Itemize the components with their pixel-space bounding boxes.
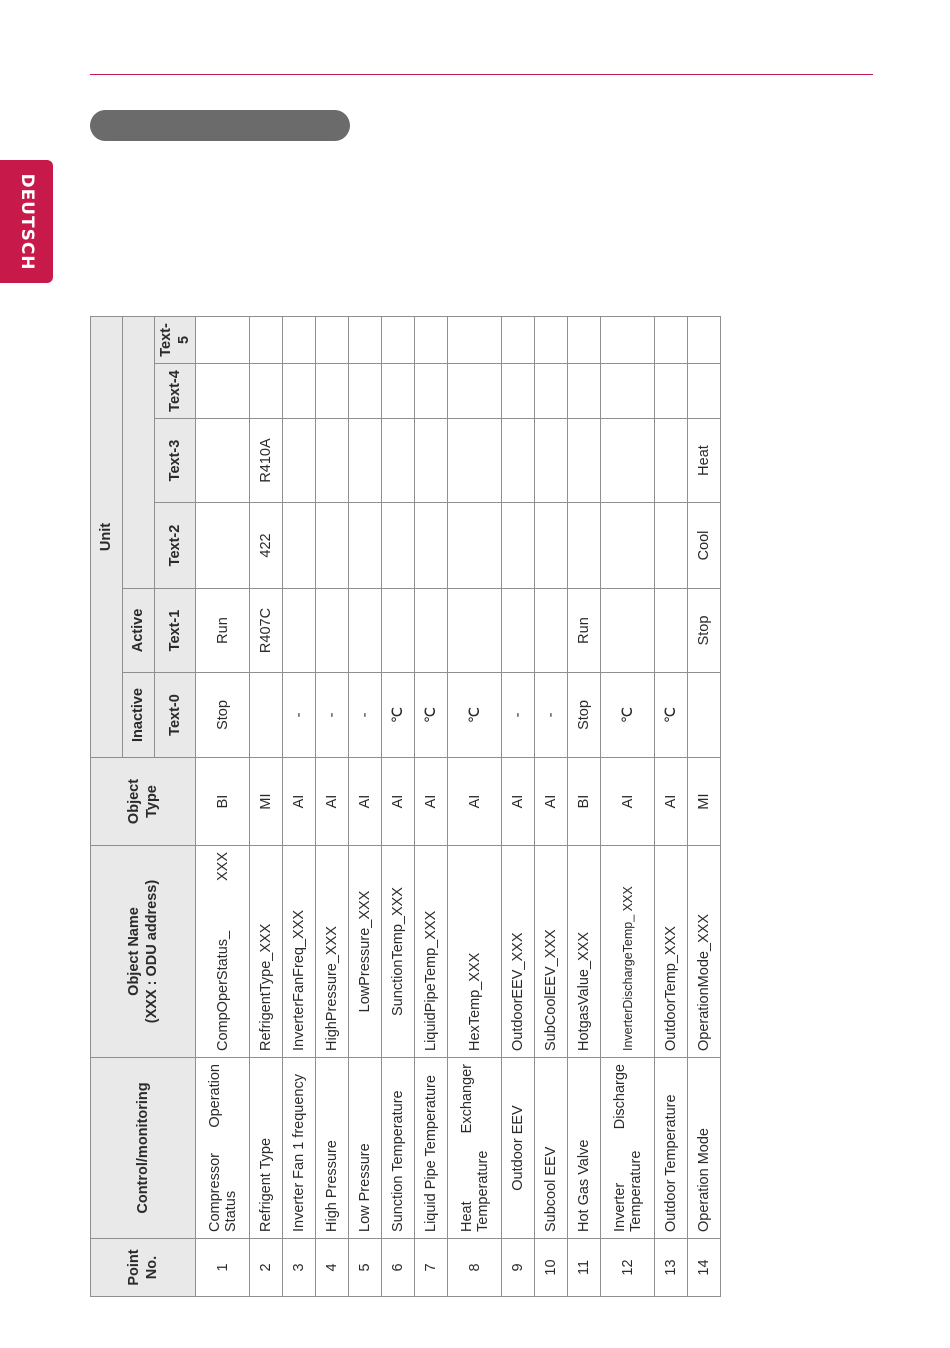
- cell-text1: [349, 589, 382, 673]
- cell-object-type: MI: [250, 758, 283, 846]
- cell-point-no: 10: [535, 1239, 568, 1297]
- cell-control: Refrigent Type: [250, 1058, 283, 1239]
- cell-text4: [535, 364, 568, 419]
- cell-point-no: 2: [250, 1239, 283, 1297]
- cell-text4: [655, 364, 688, 419]
- table-row: [502, 316, 535, 1296]
- table-row: [568, 316, 601, 1296]
- cell-point-no: 4: [316, 1239, 349, 1297]
- header-text5: Text-5: [155, 316, 196, 363]
- table-row: [535, 316, 568, 1296]
- language-tab[interactable]: [0, 160, 53, 283]
- cell-object-type: BI: [196, 758, 250, 846]
- cell-point-no: 6: [382, 1239, 415, 1297]
- cell-text0: ℃: [601, 673, 655, 758]
- table-row: [415, 316, 448, 1296]
- cell-text5: [349, 316, 382, 363]
- cell-object-name: HotgasValue_XXX: [568, 846, 601, 1058]
- cell-point-no: 14: [688, 1239, 721, 1297]
- cell-point-no: 11: [568, 1239, 601, 1297]
- cell-object-name: OutdoorEEV_XXX: [502, 846, 535, 1058]
- header-active: Active: [123, 589, 155, 673]
- cell-text1: Run: [568, 589, 601, 673]
- cell-text5: [688, 316, 721, 363]
- cell-control: Heat Exchanger Temperature: [448, 1058, 502, 1239]
- table-row: [448, 316, 502, 1296]
- cell-text4: [349, 364, 382, 419]
- header-point-no: Point No.: [91, 1239, 196, 1297]
- cell-text1: [382, 589, 415, 673]
- cell-object-name: RefrigentType_XXX: [250, 846, 283, 1058]
- cell-text2: 422: [250, 503, 283, 589]
- cell-text3: [316, 419, 349, 503]
- cell-object-name: HexTemp_XXX: [448, 846, 502, 1058]
- table-row: [601, 316, 655, 1296]
- cell-text4: [688, 364, 721, 419]
- cell-object-name: LiquidPipeTemp_XXX: [415, 846, 448, 1058]
- cell-text1: [448, 589, 502, 673]
- cell-text0: ℃: [655, 673, 688, 758]
- cell-text3: [415, 419, 448, 503]
- cell-text3: Heat: [688, 419, 721, 503]
- table-row: [655, 316, 688, 1296]
- cell-text5: [316, 316, 349, 363]
- cell-object-name: SunctionTemp_XXX: [382, 846, 415, 1058]
- cell-text1: R407C: [250, 589, 283, 673]
- cell-text3: [349, 419, 382, 503]
- cell-text0: -: [349, 673, 382, 758]
- cell-text3: [382, 419, 415, 503]
- header-object-name-line2: (XXX : ODU address): [144, 879, 161, 1024]
- table-row: [316, 316, 349, 1296]
- cell-control: Liquid Pipe Temperature: [415, 1058, 448, 1239]
- cell-text1: [601, 589, 655, 673]
- cell-text3: [535, 419, 568, 503]
- cell-object-type: AI: [316, 758, 349, 846]
- table-row: [283, 316, 316, 1296]
- cell-text5: [601, 316, 655, 363]
- cell-text4: [250, 364, 283, 419]
- cell-text0: Stop: [568, 673, 601, 758]
- cell-object-name: OperationMode_XXX: [688, 846, 721, 1058]
- cell-text1: [655, 589, 688, 673]
- cell-control: Hot Gas Valve: [568, 1058, 601, 1239]
- cell-text5: [382, 316, 415, 363]
- cell-text1: Run: [196, 589, 250, 673]
- cell-text4: [568, 364, 601, 419]
- cell-text2: [502, 503, 535, 589]
- header-text2: Text-2: [155, 503, 196, 589]
- cell-object-type: AI: [502, 758, 535, 846]
- header-object-type: Object Type: [91, 758, 196, 846]
- header-unit: Unit: [91, 316, 123, 757]
- cell-point-no: 5: [349, 1239, 382, 1297]
- section-header-pill: [90, 110, 350, 141]
- cell-text1: [316, 589, 349, 673]
- cell-object-name: CompOperStatus_ XXX: [196, 846, 250, 1058]
- cell-text4: [448, 364, 502, 419]
- cell-object-type: AI: [382, 758, 415, 846]
- cell-object-type: AI: [601, 758, 655, 846]
- cell-object-name: SubCoolEEV_XXX: [535, 846, 568, 1058]
- header-text4: Text-4: [155, 364, 196, 419]
- table-row: [382, 316, 415, 1296]
- language-tab-label: DEUTSCH: [16, 172, 37, 271]
- cell-object-type: AI: [349, 758, 382, 846]
- cell-control: Subcool EEV: [535, 1058, 568, 1239]
- header-text1: Text-1: [155, 589, 196, 673]
- cell-text4: [316, 364, 349, 419]
- header-object-name-line1: Object Name: [126, 907, 142, 996]
- table-row: [688, 316, 721, 1296]
- cell-control: Operation Mode: [688, 1058, 721, 1239]
- cell-control: Compressor Operation Status: [196, 1058, 250, 1239]
- cell-point-no: 8: [448, 1239, 502, 1297]
- cell-text5: [502, 316, 535, 363]
- cell-text5: [283, 316, 316, 363]
- cell-point-no: 9: [502, 1239, 535, 1297]
- cell-text3: [568, 419, 601, 503]
- cell-text1: [502, 589, 535, 673]
- cell-text2: [535, 503, 568, 589]
- header-inactive: Inactive: [123, 673, 155, 758]
- cell-control: Low Pressure: [349, 1058, 382, 1239]
- cell-text2: [283, 503, 316, 589]
- cell-object-type: AI: [448, 758, 502, 846]
- bacnet-point-table-wrapper: [90, 317, 715, 1297]
- cell-object-name: LowPressure_XXX: [349, 846, 382, 1058]
- cell-control: High Pressure: [316, 1058, 349, 1239]
- cell-point-no: 3: [283, 1239, 316, 1297]
- cell-text2: [316, 503, 349, 589]
- cell-control: Sunction Temperature: [382, 1058, 415, 1239]
- cell-text2: [196, 503, 250, 589]
- cell-control: Outdoor EEV: [502, 1058, 535, 1239]
- cell-text2: [415, 503, 448, 589]
- cell-point-no: 12: [601, 1239, 655, 1297]
- header-text3: Text-3: [155, 419, 196, 503]
- header-unit-blank: [123, 316, 155, 588]
- cell-object-name: InverterDischargeTemp_ XXX: [601, 846, 655, 1058]
- cell-text5: [655, 316, 688, 363]
- cell-text3: R410A: [250, 419, 283, 503]
- cell-text3: [502, 419, 535, 503]
- cell-text1: [415, 589, 448, 673]
- cell-text3: [655, 419, 688, 503]
- cell-control: Inverter Fan 1 frequency: [283, 1058, 316, 1239]
- cell-text1: [535, 589, 568, 673]
- cell-control: Inverter Discharge Temperature: [601, 1058, 655, 1239]
- cell-text5: [250, 316, 283, 363]
- cell-text0: ℃: [415, 673, 448, 758]
- cell-text4: [196, 364, 250, 419]
- cell-text4: [283, 364, 316, 419]
- cell-text2: [349, 503, 382, 589]
- cell-object-name: InverterFanFreq_XXX: [283, 846, 316, 1058]
- cell-object-type: AI: [655, 758, 688, 846]
- cell-object-type: AI: [415, 758, 448, 846]
- cell-text3: [448, 419, 502, 503]
- cell-text3: [196, 419, 250, 503]
- table-row: [250, 316, 283, 1296]
- cell-text1: Stop: [688, 589, 721, 673]
- cell-text5: [448, 316, 502, 363]
- cell-text0: -: [316, 673, 349, 758]
- cell-text0: [688, 673, 721, 758]
- cell-object-name: HighPressure_XXX: [316, 846, 349, 1058]
- cell-text0: -: [502, 673, 535, 758]
- cell-text2: Cool: [688, 503, 721, 589]
- cell-text4: [415, 364, 448, 419]
- table-row: [349, 316, 382, 1296]
- cell-text0: ℃: [448, 673, 502, 758]
- cell-text2: [601, 503, 655, 589]
- cell-text4: [502, 364, 535, 419]
- header-object-name: [91, 846, 196, 1058]
- cell-text0: [250, 673, 283, 758]
- cell-text3: [601, 419, 655, 503]
- header-rule: [90, 74, 873, 75]
- header-text0: Text-0: [155, 673, 196, 758]
- header-control-monitoring: Control/monitoring: [91, 1058, 196, 1239]
- cell-text0: ℃: [382, 673, 415, 758]
- cell-text3: [283, 419, 316, 503]
- cell-point-no: 13: [655, 1239, 688, 1297]
- cell-text0: Stop: [196, 673, 250, 758]
- cell-text2: [568, 503, 601, 589]
- cell-point-no: 1: [196, 1239, 250, 1297]
- cell-object-type: BI: [568, 758, 601, 846]
- cell-point-no: 7: [415, 1239, 448, 1297]
- cell-object-type: MI: [688, 758, 721, 846]
- cell-text4: [382, 364, 415, 419]
- cell-text0: -: [283, 673, 316, 758]
- cell-text1: [283, 589, 316, 673]
- cell-text2: [655, 503, 688, 589]
- table-row: [196, 316, 250, 1296]
- cell-object-name: OutdoorTemp_XXX: [655, 846, 688, 1058]
- cell-text5: [568, 316, 601, 363]
- cell-object-type: AI: [283, 758, 316, 846]
- cell-object-type: AI: [535, 758, 568, 846]
- cell-text0: -: [535, 673, 568, 758]
- cell-text5: [196, 316, 250, 363]
- cell-text2: [382, 503, 415, 589]
- bacnet-point-table: [90, 316, 721, 1297]
- cell-text5: [535, 316, 568, 363]
- cell-control: Outdoor Temperature: [655, 1058, 688, 1239]
- cell-text4: [601, 364, 655, 419]
- cell-text5: [415, 316, 448, 363]
- cell-text2: [448, 503, 502, 589]
